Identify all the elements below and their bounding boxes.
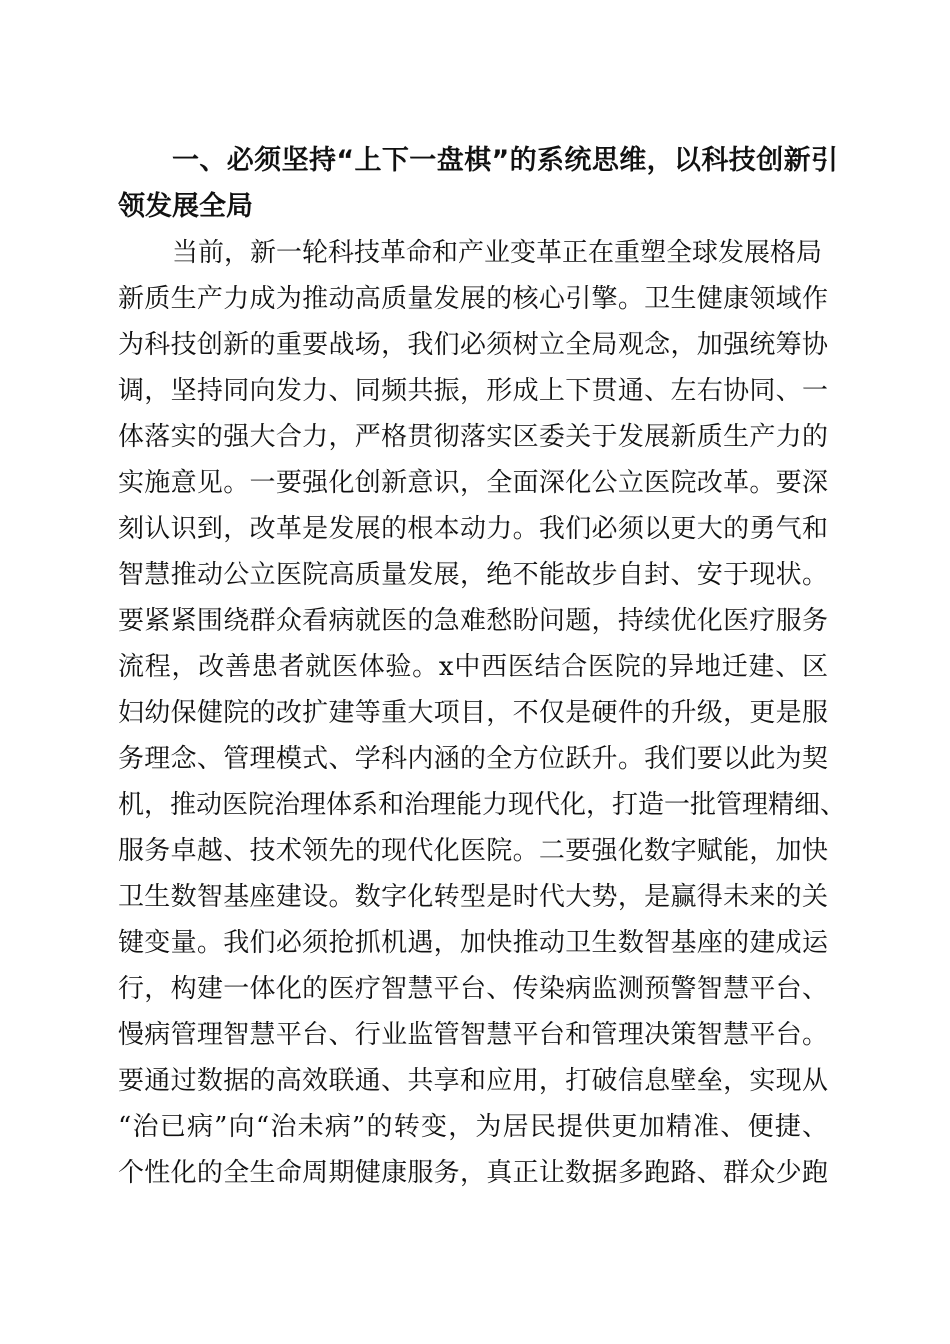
paragraph-line: 当前，新一轮科技革命和产业变革正在重塑全球发展格局 xyxy=(172,238,823,268)
paragraph-line: 体落实的强大合力，严格贯彻落实区委关于发展新质生产力的 xyxy=(118,422,828,452)
paragraph-line: 智慧推动公立医院高质量发展，绝不能故步自封、安于现状。 xyxy=(118,560,828,590)
paragraph-line: “治已病”向“治未病”的转变，为居民提供更加精准、便捷、 xyxy=(118,1112,828,1142)
paragraph-line: 服务卓越、技术领先的现代化医院。二要强化数字赋能，加快 xyxy=(118,836,828,866)
paragraph-line: 妇幼保健院的改扩建等重大项目，不仅是硬件的升级，更是服 xyxy=(118,698,828,728)
body-paragraph xyxy=(118,230,847,1196)
paragraph-line: 要通过数据的高效联通、共享和应用，打破信息壁垒，实现从 xyxy=(118,1066,828,1096)
paragraph-line: 实施意见。一要强化创新意识，全面深化公立医院改革。要深 xyxy=(118,468,828,498)
paragraph-line: 行，构建一体化的医疗智慧平台、传染病监测预警智慧平台、 xyxy=(118,974,828,1004)
paragraph-line: 务理念、管理模式、学科内涵的全方位跃升。我们要以此为契 xyxy=(118,744,828,774)
section-heading: 一、必须坚持“上下一盘棋”的系统思维，以科技创新引领发展全局 xyxy=(118,145,838,222)
paragraph-line: 要紧紧围绕群众看病就医的急难愁盼问题，持续优化医疗服务 xyxy=(118,606,828,636)
paragraph-line: 调，坚持同向发力、同频共振，形成上下贯通、左右协同、一 xyxy=(118,376,828,406)
paragraph-line: 键变量。我们必须抢抓机遇，加快推动卫生数智基座的建成运 xyxy=(118,928,828,958)
paragraph-line: 新质生产力成为推动高质量发展的核心引擎。卫生健康领域作 xyxy=(118,284,828,314)
paragraph-line: 机，推动医院治理体系和治理能力现代化，打造一批管理精细、 xyxy=(118,790,847,820)
paragraph-line: 卫生数智基座建设。数字化转型是时代大势，是赢得未来的关 xyxy=(118,882,828,912)
paragraph-line: 个性化的全生命周期健康服务，真正让数据多跑路、群众少跑 xyxy=(118,1158,828,1188)
paragraph-line: 为科技创新的重要战场，我们必须树立全局观念，加强统筹协 xyxy=(118,330,828,360)
paragraph-line: 流程，改善患者就医体验。x中西医结合医院的异地迁建、区 xyxy=(118,652,828,682)
paragraph-line: 慢病管理智慧平台、行业监管智慧平台和管理决策智慧平台。 xyxy=(118,1020,828,1050)
paragraph-line: 刻认识到，改革是发展的根本动力。我们必须以更大的勇气和 xyxy=(118,514,828,544)
